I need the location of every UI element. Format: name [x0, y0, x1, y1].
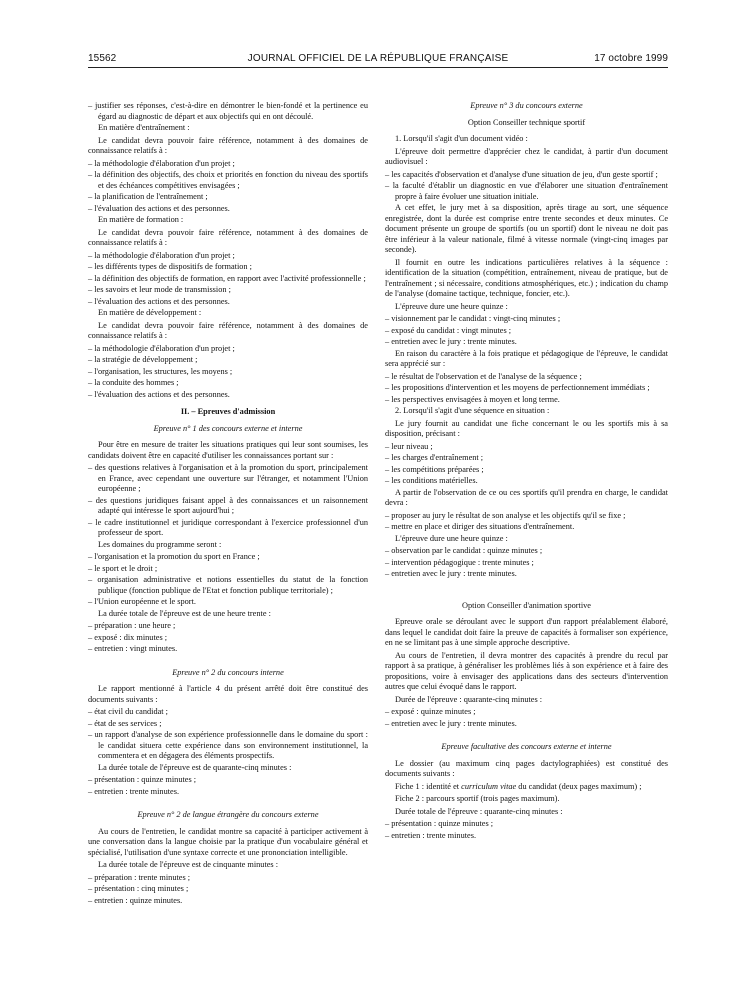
list-item: – observation par le candidat : quinze minutes ;	[385, 546, 668, 557]
list-item: – la méthodologie d'élaboration d'un projet ;	[88, 344, 368, 355]
paragraph: Le dossier (au maximum cinq pages dactylographiées) est constitué des documents suivants :	[385, 758, 668, 778]
paragraph: A partir de l'observation de ce ou ces sportifs qu'il prendra en charge, le candidat devra :	[385, 487, 668, 507]
header-rule	[88, 67, 668, 68]
list-item: – préparation : une heure ;	[88, 621, 368, 632]
journal-title: JOURNAL OFFICIEL DE LA RÉPUBLIQUE FRANÇAISE	[247, 53, 509, 64]
list-item: – la stratégie de développement ;	[88, 355, 368, 366]
list-item: – entretien avec le jury : trente minutes.	[385, 719, 668, 730]
paragraph: Le candidat devra pouvoir faire référence, notamment à des domaines de connaissance relatifs à :	[88, 320, 368, 340]
publication-date: 17 octobre 1999	[594, 53, 668, 64]
list-item: – l'évaluation des actions et des personnes.	[88, 297, 368, 308]
list-item: – l'organisation et la promotion du sport en France ;	[88, 552, 368, 563]
paragraph: La durée totale de l'épreuve est de cinquante minutes :	[98, 860, 279, 869]
list-item: – la méthodologie d'élaboration d'un projet ;	[88, 251, 368, 262]
list-item: – la définition des objectifs de formation, en rapport avec l'activité professionnelle ;	[88, 274, 368, 285]
list-item: – entretien : trente minutes.	[88, 787, 368, 798]
paragraph: Durée de l'épreuve : quarante-cinq minutes :	[395, 694, 543, 704]
subsection-title: Epreuve n° 3 du concours externe	[470, 101, 583, 110]
paragraph: Le jury fournit au candidat une fiche concernant le ou les sportifs mis à sa disposition, précisant :	[385, 418, 668, 438]
paragraph: Le candidat devra pouvoir faire référence, notamment à des domaines de connaissance relatifs à :	[88, 227, 368, 247]
list-item: – les savoirs et leur mode de transmission ;	[88, 285, 368, 296]
section-title: II. – Epreuves d'admission	[180, 407, 276, 416]
paragraph: Les domaines du programme seront :	[98, 539, 222, 549]
list-item: – des questions relatives à l'organisation et à la promotion du sport, principalement en France, avec cependant une ouverture sur l'étranger, et notamment l'Union européenne ;	[88, 463, 368, 495]
list-item: – le cadre institutionnel et juridique correspondant à l'exercice professionnel d'un professeur de sport.	[88, 518, 368, 539]
paragraph: Pour être en mesure de traiter les situations pratiques qui leur sont soumises, les candidats doivent être en capacité d'utiliser les connaissances portant sur :	[88, 440, 368, 460]
subsection-title: Epreuve n° 2 du concours interne	[172, 667, 284, 677]
subsection-title: Epreuve facultative des concours externe et interne	[441, 742, 612, 751]
list-item: – les propositions d'intervention et les moyens de perfectionnement immédiats ;	[385, 383, 668, 394]
list-item: – le résultat de l'observation et de l'analyse de la séquence ;	[385, 372, 668, 383]
paragraph: Au cours de l'entretien, il devra montrer des capacités à prendre du recul par rapport à sa pratique, à généraliser les problèmes liés à son expérience et à faire des propositions, voire à envisager des applications dans des secteurs d'intervention autres que celui évoqué dans le rapport.	[385, 650, 668, 691]
paragraph: Durée totale de l'épreuve : quarante-cinq minutes :	[395, 806, 563, 816]
list-item: – des questions juridiques faisant appel à des connaissances et un raisonnement adapté qui intéresse le sport aujourd'hui ;	[88, 496, 368, 517]
list-item: – présentation : cinq minutes ;	[88, 884, 368, 895]
paragraph: L'épreuve doit permettre d'apprécier chez le candidat, à partir d'un document audiovisuel :	[385, 146, 668, 166]
list-item: – l'évaluation des actions et des personnes.	[88, 204, 368, 215]
fiche-1-rest: du candidat (deux pages maximum) ;	[516, 781, 642, 791]
paragraph: Il fournit en outre les indications particulières relatives à la séquence : identification de la situation (compétition, entraînement, niveau de pratique, but de l'entraînement ; si nécessaire, conditions atmosphériques, etc.) ; indication du champ de l'analyse (domaine tactique, technique, foncier, etc.).	[385, 257, 668, 298]
paragraph-heading: 1. Lorsqu'il s'agit d'un document vidéo :	[395, 134, 528, 143]
paragraph: Epreuve orale se déroulant avec le support d'un rapport préalablement élaboré, dans lequel le candidat doit faire la preuve de capacités à formaliser son expérience, en ne se limitant pas à une simple approche descriptive.	[385, 617, 668, 647]
paragraph-heading: En matière d'entraînement :	[98, 123, 190, 132]
paragraph: L'épreuve dure une heure quinze :	[395, 533, 508, 543]
paragraph-heading: En matière de formation :	[98, 215, 184, 224]
left-column	[88, 101, 368, 907]
right-column	[385, 101, 668, 842]
list-item: – présentation : quinze minutes ;	[88, 775, 368, 786]
page-header	[88, 52, 668, 66]
list-item: – présentation : quinze minutes ;	[385, 819, 668, 830]
list-item: – les capacités d'observation et d'analyse d'une situation de jeu, d'un geste sportif ;	[385, 170, 668, 181]
paragraph-heading: 2. Lorsqu'il s'agit d'une séquence en situation :	[395, 406, 550, 415]
list-item: – la conduite des hommes ;	[88, 378, 368, 389]
paragraph-heading: En matière de développement :	[98, 308, 202, 317]
paragraph: L'épreuve dure une heure quinze :	[395, 301, 508, 311]
list-item: – exposé du candidat : vingt minutes ;	[385, 326, 668, 337]
list-item: – entretien : trente minutes.	[385, 831, 668, 842]
list-item: – entretien avec le jury : trente minutes.	[385, 569, 668, 580]
list-item: – les différents types de dispositifs de formation ;	[88, 262, 368, 273]
list-item: – exposé : quinze minutes ;	[385, 707, 668, 718]
paragraph: Au cours de l'entretien, le candidat montre sa capacité à participer activement à une conversation dans la langue choisie par la pratique d'un vocabulaire général et spécialisé, l'utilisation d'une syntaxe correcte et une prononciation intelligible.	[88, 826, 368, 857]
list-item: – l'Union européenne et le sport.	[88, 597, 368, 608]
list-item: – la méthodologie d'élaboration d'un projet ;	[88, 159, 368, 170]
list-item: – entretien avec le jury : trente minutes.	[385, 337, 668, 348]
fiche-2: Fiche 2 : parcours sportif (trois pages maximum).	[395, 794, 560, 803]
list-item: – la définition des objectifs, des choix et priorités en fonction du niveau des sportifs et des échéances compétitives envisagées ;	[88, 170, 368, 191]
list-item: – la planification de l'entraînement ;	[88, 192, 368, 203]
list-item: – mettre en place et diriger des situations d'entraînement.	[385, 522, 668, 533]
list-item: – justifier ses réponses, c'est-à-dire en démontrer le bien-fondé et la pertinence eu égard au diagnostic de départ et aux objectifs qui en ont découlé.	[88, 101, 368, 122]
paragraph: A cet effet, le jury met à sa disposition, après tirage au sort, une séquence enregistrée, dont la durée est comprise entre trente secondes et deux minutes. Ce document présente un groupe de sportifs (ou un sportif) dont le niveau ne doit pas être inférieur à la valeur nationale, filmé à vitesse normale (vingt-cinq images par seconde).	[385, 203, 668, 254]
list-item: – le sport et le droit ;	[88, 564, 368, 575]
subsection-title: Epreuve n° 1 des concours externe et interne	[153, 423, 303, 433]
list-item: – les charges d'entraînement ;	[385, 453, 668, 464]
list-item: – la faculté d'établir un diagnostic en vue d'élaborer une situation d'entraînement propre à faire évoluer une situation initiale.	[385, 181, 668, 202]
paragraph: La durée totale de l'épreuve est de une heure trente :	[98, 608, 271, 618]
fiche-1	[385, 782, 668, 793]
list-item: – un rapport d'analyse de son expérience professionnelle dans le domaine du sport : le candidat situera cette expérience dans son environnement institutionnel, la commentera et en dégagera des éléments prospectifs.	[88, 730, 368, 762]
subsection-title: Epreuve n° 2 de langue étrangère du concours externe	[137, 810, 319, 819]
list-item: – proposer au jury le résultat de son analyse et les objectifs qu'il se fixe ;	[385, 511, 668, 522]
list-item: – intervention pédagogique : trente minutes ;	[385, 558, 668, 569]
list-item: – l'évaluation des actions et des personnes.	[88, 390, 368, 401]
fiche-1-label: Fiche 1 : identité et	[395, 781, 462, 791]
list-item: – exposé : dix minutes ;	[88, 633, 368, 644]
list-item: – préparation : trente minutes ;	[88, 873, 368, 884]
fiche-1-cv: curriculum vitae	[461, 781, 517, 791]
paragraph: En raison du caractère à la fois pratique et pédagogique de l'épreuve, le candidat sera apprécié sur :	[385, 348, 668, 368]
list-item: – les perspectives envisagées à moyen et long terme.	[385, 395, 668, 406]
list-item: – les compétitions préparées ;	[385, 465, 668, 476]
paragraph: Le candidat devra pouvoir faire référence, notamment à des domaines de connaissance relatifs à :	[88, 135, 368, 155]
list-item: – entretien : vingt minutes.	[88, 644, 368, 655]
option-title: Option Conseiller technique sportif	[467, 117, 586, 127]
list-item: – l'organisation, les structures, les moyens ;	[88, 367, 368, 378]
list-item: – état de ses services ;	[88, 719, 368, 730]
page-number: 15562	[88, 53, 117, 64]
list-item: – les conditions matérielles.	[385, 476, 668, 487]
list-item: – état civil du candidat ;	[88, 707, 368, 718]
option-title: Option Conseiller d'animation sportive	[462, 600, 591, 610]
list-item: – visionnement par le candidat : vingt-cinq minutes ;	[385, 314, 668, 325]
list-item: – entretien : quinze minutes.	[88, 896, 368, 907]
paragraph: Le rapport mentionné à l'article 4 du présent arrêté doit être constitué des documents suivants :	[88, 684, 368, 704]
paragraph: La durée totale de l'épreuve est de quarante-cinq minutes :	[98, 762, 292, 772]
list-item: – organisation administrative et notions essentielles du statut de la fonction publique (fonction publique de l'Etat et fonction publique territoriale) ;	[88, 575, 368, 596]
list-item: – leur niveau ;	[385, 442, 668, 453]
